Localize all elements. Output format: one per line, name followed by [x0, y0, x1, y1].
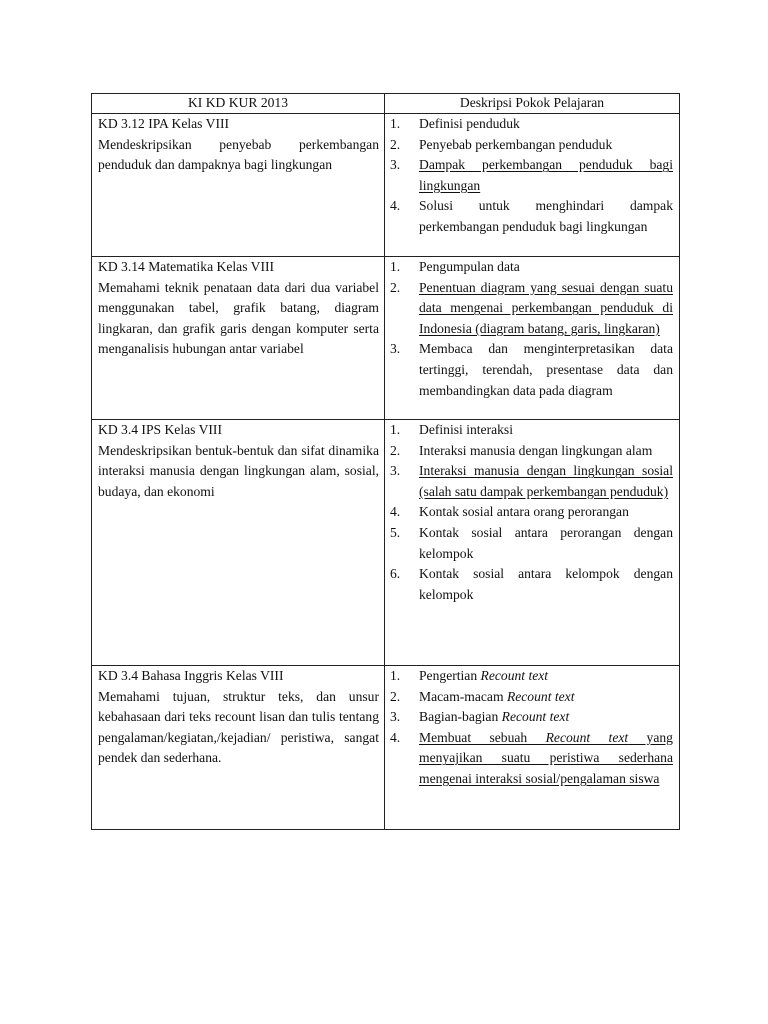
topic-item [390, 278, 673, 340]
topic-list [390, 666, 673, 790]
topic-text-part: Bagian-bagian [419, 709, 502, 725]
topic-text-part: Recount text [480, 668, 549, 683]
topic-text-part: Interaksi manusia dengan lingkungan sosial (salah satu dampak perkembangan penduduk) [419, 463, 673, 499]
topic-text-part: yang menyajikan suatu peristiwa sederhana mengenai interaksi sosial/pengalaman siswa [419, 729, 673, 786]
topic-text-part: Penentuan diagram yang sesuai dengan suatu data mengenai perkembangan penduduk di Indonesia (diagram batang, garis, lingkaran) [419, 279, 673, 336]
kd-description: Memahami teknik penataan data dari dua variabel menggunakan tabel, grafik batang, diagram lingkaran, dan grafik garis dengan komputer serta menganalisis hubungan antar variabel [98, 279, 379, 357]
topic-text [419, 502, 673, 523]
kd-cell [92, 666, 385, 830]
topic-text [419, 707, 673, 728]
topic-item [390, 523, 673, 564]
topic-number: 3. [390, 341, 401, 357]
topic-number: 1. [390, 422, 401, 437]
topic-number: 1. [390, 668, 401, 683]
topic-text [419, 728, 673, 790]
topics-cell [385, 666, 680, 830]
topic-text-part: Membuat sebuah [419, 729, 546, 745]
topic-number: 4. [390, 198, 401, 214]
topic-text-part: Recount text [501, 709, 570, 725]
topic-list [390, 420, 673, 605]
kd-title: KD 3.4 IPS Kelas VIII [98, 422, 222, 437]
topic-text-part: Dampak perkembangan penduduk bagi lingkungan [419, 157, 673, 193]
topic-text-part: Definisi penduduk [419, 116, 520, 131]
header-ki-kd: KI KD KUR 2013 [92, 94, 385, 114]
topic-number: 1. [390, 116, 401, 131]
topic-item [390, 420, 673, 441]
topic-number: 1. [390, 259, 401, 274]
topic-text [419, 155, 673, 196]
topic-number: 5. [390, 524, 401, 540]
topic-item [390, 196, 673, 237]
topic-text-part: Pengertian [419, 668, 481, 683]
topic-item [390, 257, 673, 278]
kd-cell [92, 420, 385, 666]
topic-text-part: Penyebab perkembangan penduduk [419, 136, 613, 152]
topic-item [390, 687, 673, 708]
topic-number: 2. [390, 688, 401, 704]
topic-number: 2. [390, 279, 401, 295]
topic-number: 6. [390, 566, 401, 582]
kd-title: KD 3.4 Bahasa Inggris Kelas VIII [98, 668, 284, 683]
topic-item [390, 461, 673, 502]
topic-item [390, 155, 673, 196]
topic-text [419, 461, 673, 502]
kd-title: KD 3.14 Matematika Kelas VIII [98, 259, 275, 274]
kd-description: Mendeskripsikan penyebab perkembangan penduduk dan dampaknya bagi lingkungan [98, 136, 379, 173]
topic-text-part: Membaca dan menginterpretasikan data tertinggi, terendah, presentase data dan membandingkan data pada diagram [419, 341, 673, 398]
topic-text [419, 441, 673, 462]
topic-text [419, 135, 673, 156]
topic-text [419, 523, 673, 564]
topic-text-part: Macam-macam [419, 688, 507, 704]
topics-cell [385, 420, 680, 666]
topic-number: 2. [390, 442, 401, 458]
topic-text-part: Kontak sosial antara kelompok dengan kelompok [419, 566, 673, 602]
topic-item [390, 666, 673, 687]
topic-item [390, 564, 673, 605]
kd-description: Mendeskripsikan bentuk-bentuk dan sifat dinamika interaksi manusia dengan lingkungan alam, sosial, budaya, dan ekonomi [98, 442, 379, 499]
topic-list [390, 114, 673, 238]
topic-text-part: Pengumpulan data [419, 259, 520, 274]
topic-item [390, 114, 673, 135]
topic-item [390, 441, 673, 462]
kd-title: KD 3.12 IPA Kelas VIII [98, 116, 230, 131]
header-row [92, 94, 680, 114]
topic-text [419, 420, 673, 441]
header-deskripsi: Deskripsi Pokok Pelajaran [385, 94, 680, 114]
topic-text-part: Recount text [545, 729, 629, 745]
topic-text [419, 339, 673, 401]
table-row [92, 420, 680, 666]
topic-item [390, 707, 673, 728]
topic-text [419, 278, 673, 340]
topic-text [419, 687, 673, 708]
topic-text [419, 257, 673, 278]
table-row [92, 666, 680, 830]
topic-number: 2. [390, 136, 401, 152]
topic-number: 4. [390, 504, 401, 520]
topics-cell [385, 257, 680, 420]
topic-text [419, 564, 673, 605]
topic-text-part: Kontak sosial antara orang perorangan [419, 504, 629, 520]
table-row [92, 114, 680, 257]
topic-item [390, 728, 673, 790]
topics-cell [385, 114, 680, 257]
topic-text [419, 666, 673, 687]
topic-item [390, 502, 673, 523]
topic-text-part: Definisi interaksi [419, 422, 514, 437]
topic-text-part: Kontak sosial antara perorangan dengan kelompok [419, 524, 673, 561]
kd-cell [92, 114, 385, 257]
topic-text-part: Solusi untuk menghindari dampak perkembangan penduduk bagi lingkungan [419, 198, 673, 234]
topic-text [419, 114, 673, 135]
topic-number: 4. [390, 729, 401, 745]
table-row [92, 257, 680, 420]
topic-number: 3. [390, 463, 401, 479]
kd-table [91, 93, 680, 830]
kd-cell [92, 257, 385, 420]
topic-text [419, 196, 673, 237]
topic-list [390, 257, 673, 401]
topic-item [390, 339, 673, 401]
kd-description: Memahami tujuan, struktur teks, dan unsur kebahasaan dari teks recount lisan dan tulis tentang pengalaman/kegiatan,/kejadian/ peristiwa, sangat pendek dan sederhana. [98, 688, 379, 766]
topic-number: 3. [390, 157, 401, 173]
topic-item [390, 135, 673, 156]
topic-number: 3. [390, 709, 401, 725]
topic-text-part: Recount text [506, 688, 575, 704]
topic-text-part: Interaksi manusia dengan lingkungan alam [419, 442, 653, 458]
